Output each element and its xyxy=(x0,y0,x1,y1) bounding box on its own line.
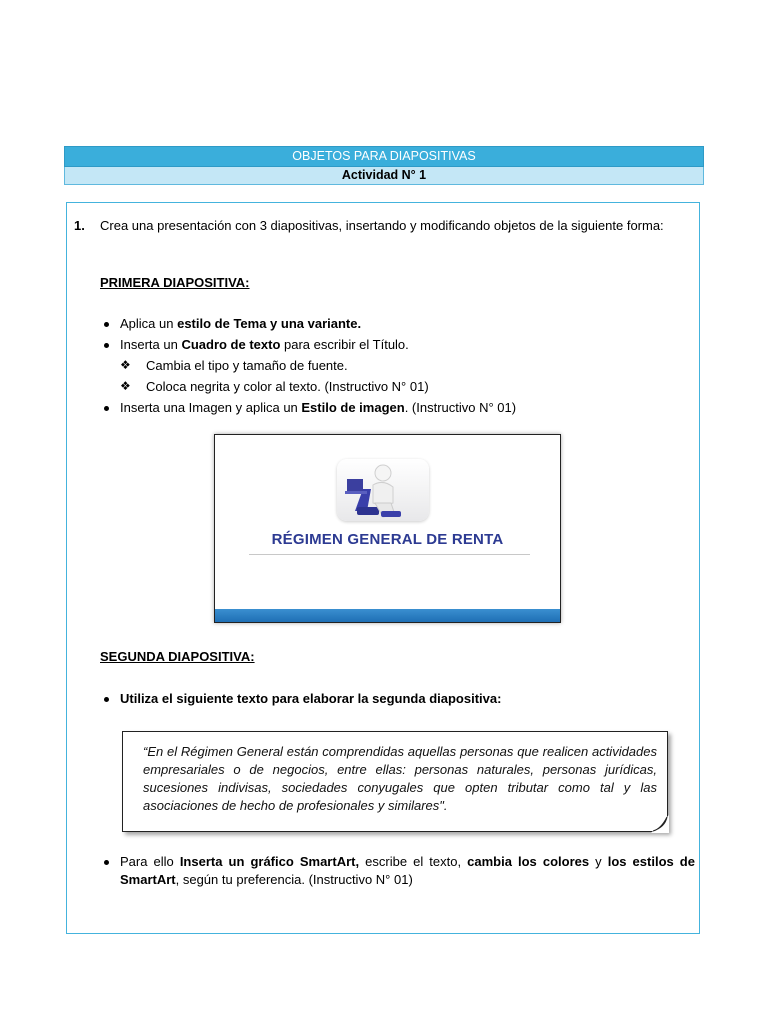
second-bullet-1: Utiliza el siguiente texto para elaborar la segunda diapositiva: xyxy=(120,691,502,706)
quote-text: “En el Régimen General están comprendidas aquellas personas que realicen actividades empresariales o de negocios, entre ellas: personas naturales, personas jurídicas, sucesiones indivisas, sociedades conyugales que opten tributar como tal y las asociaciones de hecho de profesionales y similares". xyxy=(143,744,657,813)
first-heading: PRIMERA DIAPOSITIVA: xyxy=(100,275,250,290)
second-bullet-2: Para ello Inserta un gráfico SmartArt, escribe el texto, cambia los colores y los estilos de SmartArt, según tu preferencia. (Instructivo N° 01) xyxy=(120,854,695,887)
diamond-bullet-icon: ❖ xyxy=(120,358,131,372)
person-computer-icon xyxy=(337,459,429,521)
bullet-icon xyxy=(104,322,109,327)
slide-divider xyxy=(249,554,530,555)
slide-preview-image xyxy=(214,434,561,623)
diamond-bullet-icon: ❖ xyxy=(120,379,131,393)
first-bullet-3: Inserta una Imagen y aplica un Estilo de imagen. (Instructivo N° 01) xyxy=(120,400,517,415)
bullet-icon xyxy=(104,343,109,348)
first-bullet-1: Aplica un estilo de Tema y una variante. xyxy=(120,316,362,331)
item-number: 1. xyxy=(74,218,85,233)
bullet-icon xyxy=(104,406,109,411)
header-title: OBJETOS PARA DIAPOSITIVAS xyxy=(64,146,704,167)
quote-box xyxy=(122,731,668,832)
slide-footer-bar xyxy=(215,609,560,622)
item-text: Crea una presentación con 3 diapositivas, insertando y modificando objetos de la siguiente forma: xyxy=(100,218,664,233)
first-subbullet-1: Cambia el tipo y tamaño de fuente. xyxy=(146,358,348,373)
bullet-icon xyxy=(104,697,109,702)
bullet-icon xyxy=(104,860,109,865)
slide-title: RÉGIMEN GENERAL DE RENTA xyxy=(271,531,504,548)
header-subtitle: Actividad N° 1 xyxy=(64,167,704,185)
first-subbullet-2: Coloca negrita y color al texto. (Instructivo N° 01) xyxy=(146,379,429,394)
first-bullet-2: Inserta un Cuadro de texto para escribir el Título. xyxy=(120,337,409,352)
second-heading: SEGUNDA DIAPOSITIVA: xyxy=(100,649,255,664)
page-fold-icon xyxy=(651,815,669,833)
activity-header xyxy=(64,146,704,185)
